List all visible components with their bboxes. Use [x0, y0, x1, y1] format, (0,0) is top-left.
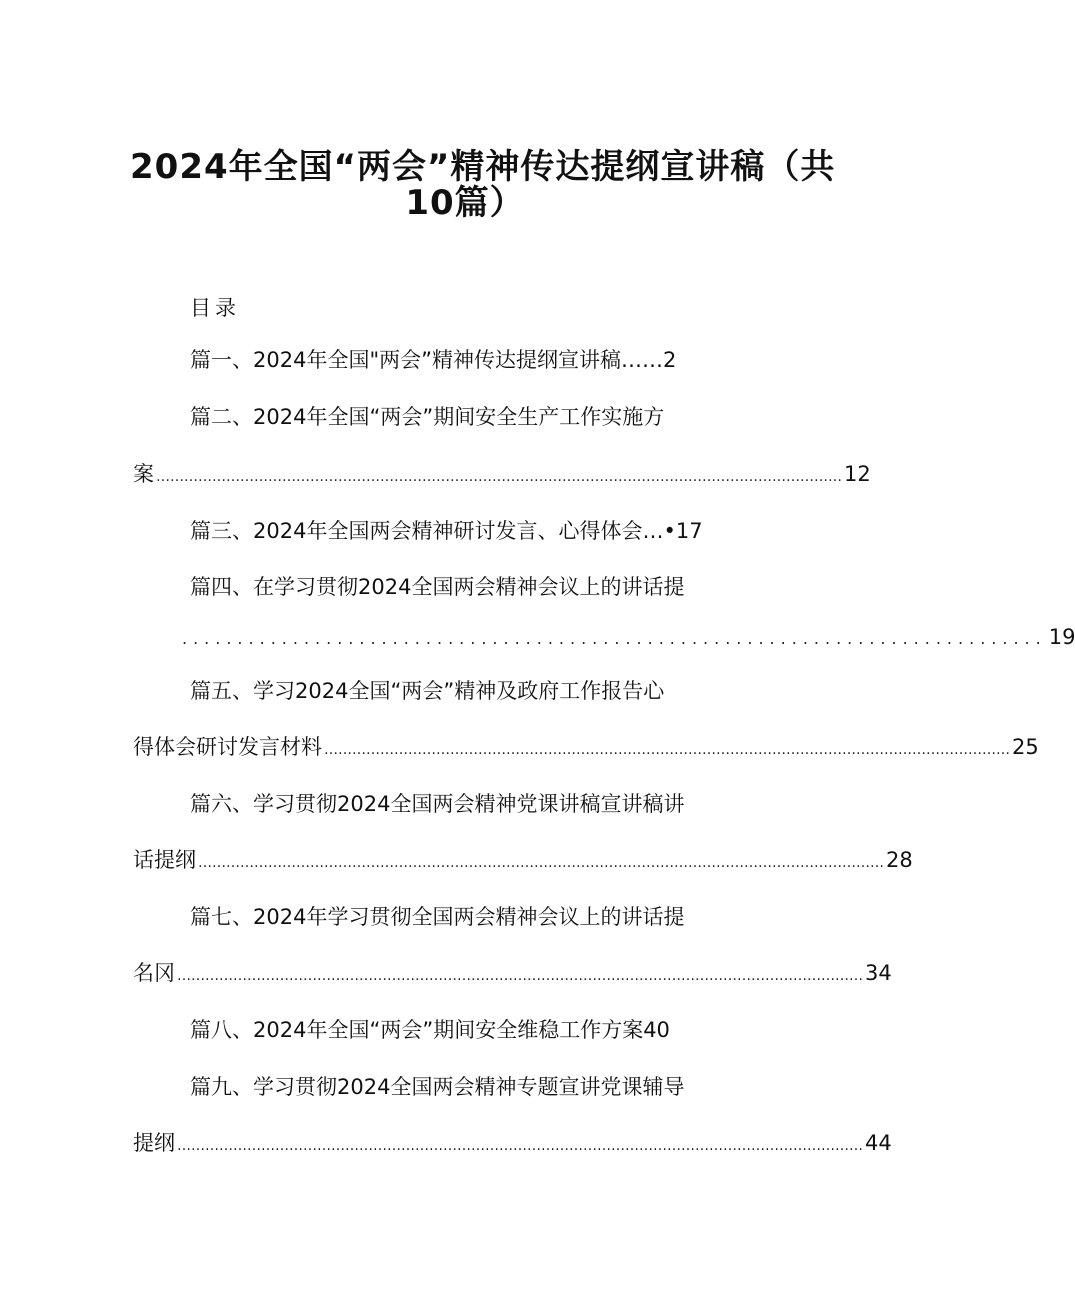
toc-entry-6-page: 28 [886, 848, 913, 872]
dot-leader: ………………………………………………………………………………………………………………………………… [156, 469, 842, 485]
document-title-line-1: 2024年全国“两会”精神传达提纲宣讲稿（共 [130, 147, 836, 187]
dot-leader: ………………………………………………………………………………………………………………………………… [198, 855, 884, 871]
toc-entry-5[interactable]: 篇五、学习2024全国“两会”精神及政府工作报告心 [190, 679, 665, 703]
dot-leader: .............................................................................. [182, 629, 1047, 648]
toc-entry-2[interactable]: 篇二、2024年全国“两会”期间安全生产工作实施方 [190, 405, 665, 429]
toc-entry-7-page: 34 [865, 961, 892, 985]
toc-entry-5-page: 25 [1012, 735, 1039, 759]
toc-entry-4-continuation[interactable] [180, 622, 1075, 654]
dot-leader: ………………………………………………………………………………………………………………………………… [324, 742, 1010, 758]
document-title-line-2: 10篇） [405, 183, 525, 223]
toc-entry-6[interactable]: 篇六、学习贯彻2024全国两会精神党课讲稿宣讲稿讲 [190, 792, 685, 816]
toc-entry-6-continuation[interactable] [133, 845, 913, 878]
toc-entry-9-text: 提纲 [133, 1131, 175, 1155]
toc-heading: 目录 [190, 296, 240, 320]
toc-entry-7-text: 名冈 [133, 961, 175, 985]
toc-entry-9-continuation[interactable] [133, 1128, 892, 1161]
toc-entry-5-text: 得体会研讨发言材料 [133, 735, 322, 759]
dot-leader: ………………………………………………………………………………………………………………………………… [177, 968, 863, 984]
toc-entry-2-page: 12 [844, 462, 871, 486]
toc-entry-8[interactable]: 篇八、2024年全国“两会”期间安全维稳工作方案40 [190, 1018, 670, 1042]
toc-entry-2-continuation[interactable] [133, 459, 871, 492]
toc-entry-2-text: 案 [133, 462, 154, 486]
toc-entry-9-page: 44 [865, 1131, 892, 1155]
toc-entry-6-text: 话提纲 [133, 848, 196, 872]
toc-entry-9[interactable]: 篇九、学习贯彻2024全国两会精神专题宣讲党课辅导 [190, 1075, 685, 1099]
toc-entry-7-continuation[interactable] [133, 958, 892, 991]
toc-entry-4[interactable]: 篇四、在学习贯彻2024全国两会精神会议上的讲话提 [190, 575, 685, 599]
dot-leader: ………………………………………………………………………………………………………………………………… [177, 1138, 863, 1154]
toc-entry-5-continuation[interactable] [133, 732, 1039, 765]
toc-entry-1[interactable]: 篇一、2024年全国"两会”精神传达提纲宣讲稿……2 [190, 348, 677, 372]
toc-entry-4-page: 19 [1048, 625, 1075, 649]
toc-entry-3[interactable]: 篇三、2024年全国两会精神研讨发言、心得体会…•17 [190, 519, 703, 543]
toc-entry-7[interactable]: 篇七、2024年学习贯彻全国两会精神会议上的讲话提 [190, 905, 685, 929]
